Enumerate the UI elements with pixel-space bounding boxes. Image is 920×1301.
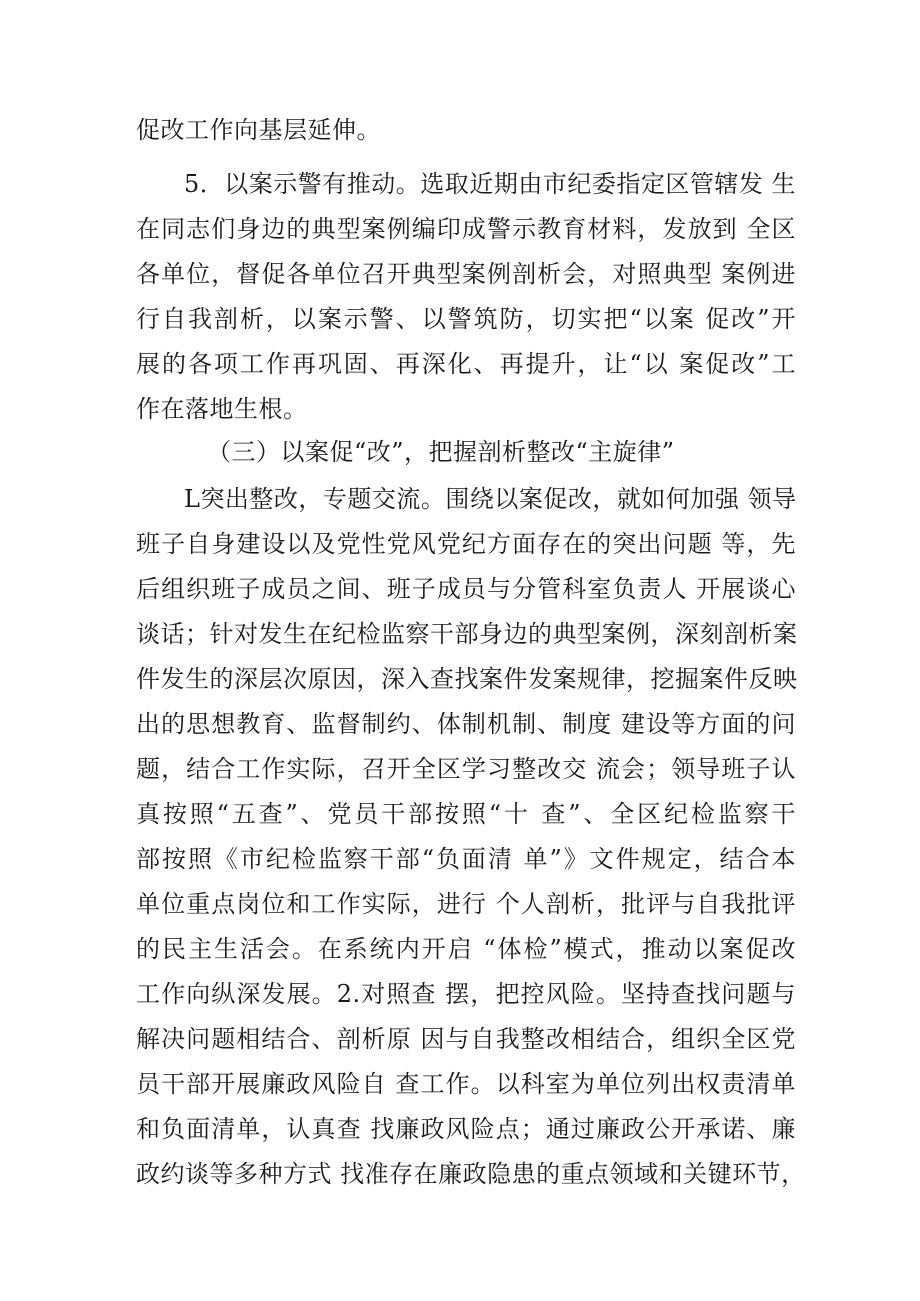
paragraph-line: 真按照“五查”、党员干部按照“十 查”、全区纪检监察干 <box>136 800 796 828</box>
paragraph-line: 工作向纵深发展。2.对照查 摆，把控风险。坚持查找问题与 <box>136 980 796 1008</box>
paragraph-line: 展的各项工作再巩固、再深化、再提升，让“以 案促改”工 <box>136 350 796 378</box>
paragraph-line: 后组织班子成员之间、班子成员与分管科室负责人 开展谈心 <box>136 575 796 603</box>
paragraph-line: 员干部开展廉政风险自 查工作。以科室为单位列出权责清单 <box>136 1070 796 1098</box>
paragraph-line: 作在落地生根。 <box>136 395 308 423</box>
paragraph-line: 促改工作向基层延伸。 <box>136 116 381 144</box>
paragraph-line: 谈话；针对发生在纪检监察干部身边的典型案例，深刻剖析案 <box>136 620 798 648</box>
paragraph-line: 行自我剖析，以案示警、以警筑防，切实把“以案 促改”开 <box>136 305 796 333</box>
paragraph-line: 单位重点岗位和工作实际，进行 个人剖析，批评与自我批评 <box>136 890 796 918</box>
paragraph-line: L突出整改，专题交流。围绕以案促改，就如何加强 领导 <box>184 485 797 513</box>
paragraph-line: 出的思想教育、监督制约、体制机制、制度 建设等方面的问 <box>136 710 796 738</box>
section-heading: （三）以案促“改”，把握剖析整改“主旋律” <box>207 438 675 466</box>
paragraph-line: 和负面清单，认真查 找廉政风险点；通过廉政公开承诺、廉 <box>136 1115 796 1143</box>
paragraph-line: 件发生的深层次原因，深入查找案件发案规律，挖掘案件反映 <box>136 665 798 693</box>
paragraph-line: 的民主生活会。在系统内开启 “体检”模式，推动以案促改 <box>136 935 796 963</box>
paragraph-line: 在同志们身边的典型案例编印成警示教育材料，发放到 全区 <box>136 215 796 243</box>
paragraph-line: 各单位，督促各单位召开典型案例剖析会，对照典型 案例进 <box>136 260 796 288</box>
paragraph-line: 题，结合工作实际，召开全区学习整改交 流会；领导班子认 <box>136 755 796 783</box>
paragraph-line: 政约谈等多种方式 找准存在廉政隐患的重点领域和关键环节， <box>136 1160 806 1188</box>
paragraph-line: 解决问题相结合、剖析原 因与自我整改相结合，组织全区党 <box>136 1025 796 1053</box>
paragraph-line: 部按照《市纪检监察干部“负面清 单”》文件规定，结合本 <box>136 845 796 873</box>
paragraph-line: 5．以案示警有推动。选取近期由市纪委指定区管辖发 生 <box>184 170 796 198</box>
paragraph-line: 班子自身建设以及党性党风党纪方面存在的突出问题 等，先 <box>136 530 796 558</box>
